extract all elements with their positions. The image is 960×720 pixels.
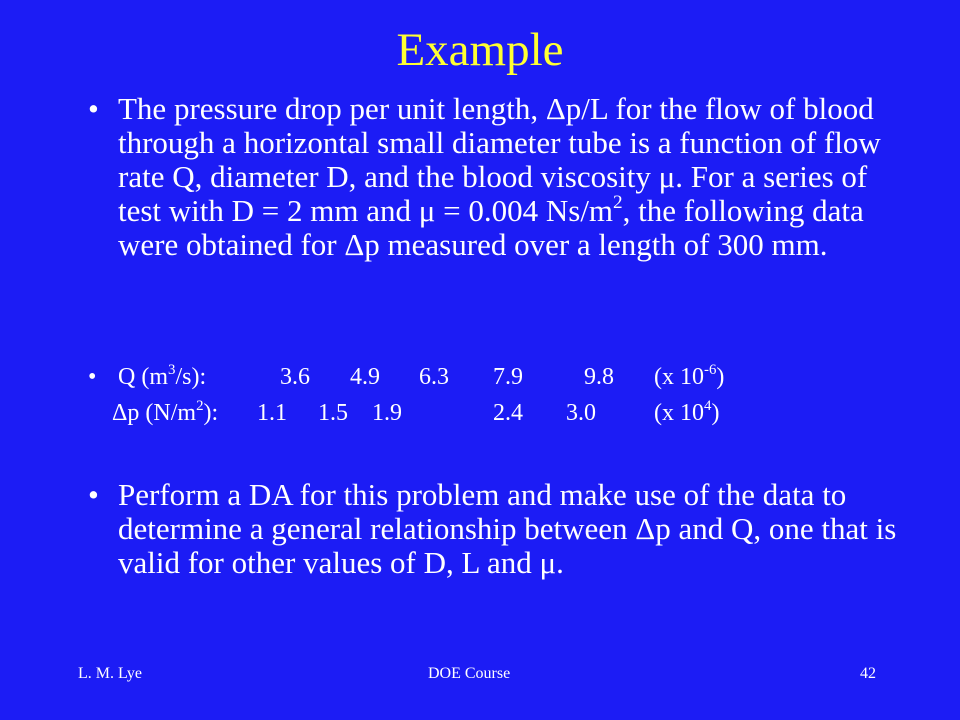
pressure-drop-value: 3.0 (566, 400, 596, 426)
pressure-drop-value: 1.9 (372, 400, 402, 426)
footer-author: L. M. Lye (78, 665, 142, 682)
flow-rate-label: Q $(m^3/s)$: (118, 361, 207, 390)
flow-rate-value: 7.9 (493, 364, 523, 390)
pressure-drop-value: 2.4 (493, 400, 523, 426)
problem-statement-text: The pressure drop per unit length, Δp/L for the flow of blood through a horizontal small diameter tube is a function of flow rate Q, diameter D, and the blood viscosity μ. For a series of test with D = 2 mm and μ = 0.004 $Ns/m^2$, the following data were obtained for Δp measured over a length of 300 mm. (118, 91, 881, 262)
bullet-task-statement (88, 478, 908, 580)
flow-rate-value: 3.6 (280, 364, 310, 390)
pressure-drop-unit: (x $10^4$) (654, 397, 720, 426)
flow-rate-value: 4.9 (350, 364, 380, 390)
slide-title: Example (396, 24, 564, 76)
pressure-drop-label: Δp $(N/m^2)$: (112, 397, 219, 426)
footer-page-number: 42 (860, 665, 876, 682)
bullet-icon: • (88, 364, 97, 390)
flow-rate-value: 9.8 (584, 364, 614, 390)
task-statement-text: Perform a DA for this problem and make use of the data to determine a general relationship between Δp and Q, one that is valid for other values of D, L and μ. (118, 477, 897, 580)
bullet-icon: • (88, 91, 99, 126)
pressure-drop-value: 1.1 (257, 400, 287, 426)
bullet-icon: • (88, 477, 99, 512)
footer-course: DOE Course (428, 665, 511, 682)
flow-rate-unit: (x $10^{-6}$) (654, 361, 725, 390)
pressure-drop-value: 1.5 (318, 400, 348, 426)
flow-rate-value: 6.3 (419, 364, 449, 390)
bullet-problem-statement (88, 92, 908, 262)
